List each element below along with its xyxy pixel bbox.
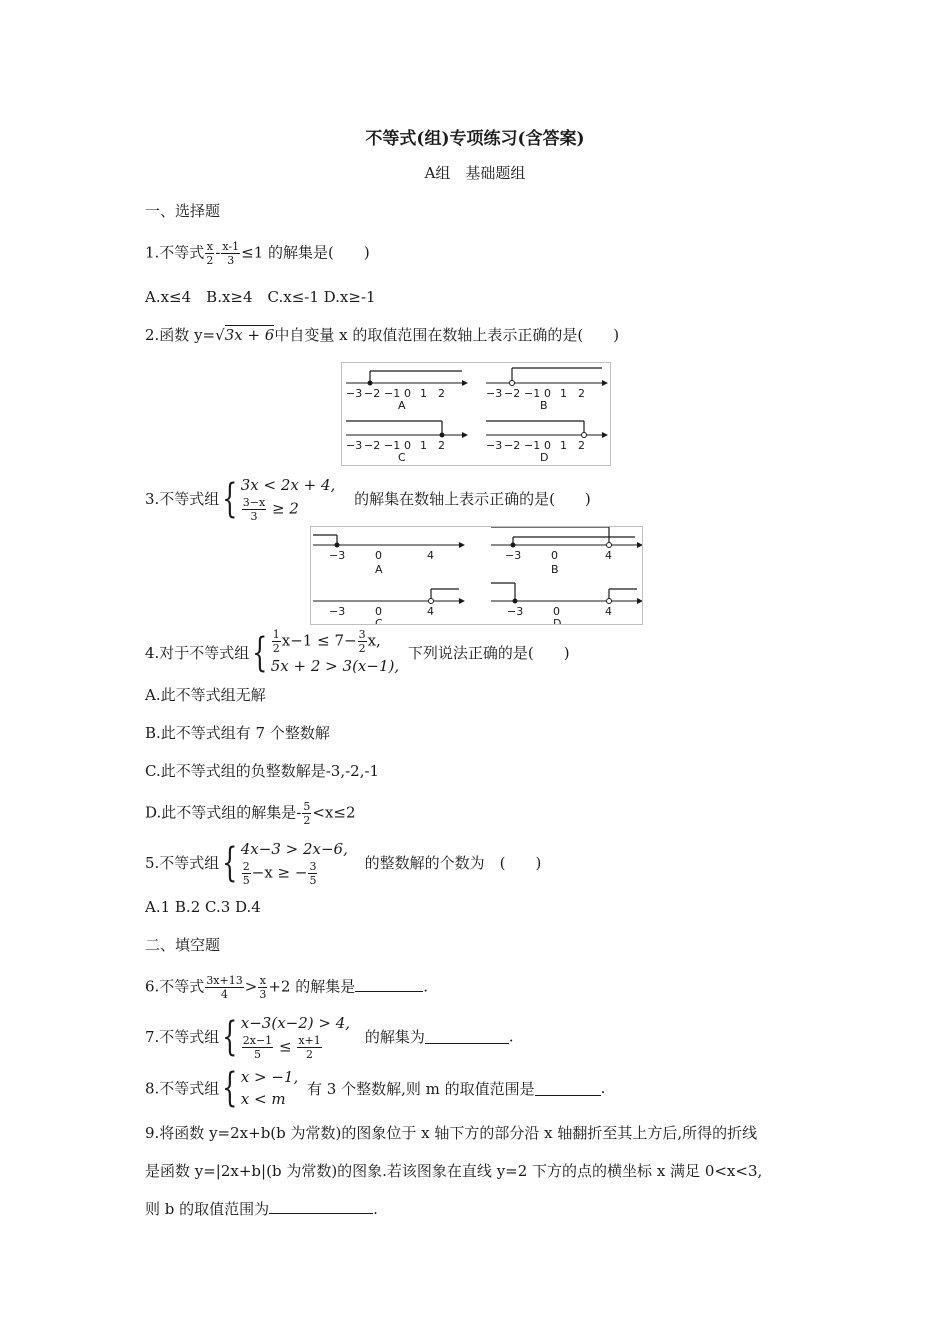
svg-text:−2: −2 [504,439,521,452]
system-brace: { [222,1013,238,1060]
system-brace: { [222,1065,238,1111]
number-line-c [346,421,468,464]
question-1 [145,240,370,267]
question-9-line-1: 9.将函数 y=2x+b(b 为常数)的图象位于 x 轴下方的部分沿 x 轴翻折至其上方后,所得的折线 [145,1124,758,1142]
q5-system: 4x−3 > 2x−6, $\frac{2}{5}$ −x ≥ − $\frac{3}{5}$ [240,840,348,887]
q3-prefix: 3.不等式组 [145,490,220,508]
q1-suffix: ≤1 的解集是( ) [241,243,370,262]
label-d: D [540,451,549,464]
svg-text:−3: −3 [346,439,363,452]
question-9-line-3: 则 b 的取值范围为 . [145,1200,378,1218]
number-line-b [486,368,608,412]
svg-text:1: 1 [420,439,427,452]
section-subtitle: A组 基础题组 [424,164,526,182]
q1-minus: - [215,243,221,262]
question-6: 6.不等式 $\frac{3x+13}{4}$ > $\frac{x}{3}$ +2 的解集是 . [145,974,428,1001]
number-line-a [313,535,465,576]
q2-prefix: 2.函数 y= [145,326,216,344]
number-line-a [346,371,468,412]
svg-text:−1: −1 [524,439,541,452]
section-heading-choice: 一、选择题 [145,202,221,220]
hollow-dot [582,433,587,438]
svg-text:0: 0 [404,387,411,400]
svg-text:4: 4 [605,549,612,562]
question-5-options: A.1 B.2 C.3 D.4 [145,898,261,916]
svg-text:−1: −1 [384,387,401,400]
answer-blank[interactable] [355,977,423,992]
question-1-options: A.x≤4 B.x≥4 C.x≤-1 D.x≥-1 [145,288,376,306]
svg-text:−3: −3 [329,549,346,562]
svg-text:−2: −2 [364,387,381,400]
label-c: C [398,451,406,464]
svg-text:0: 0 [544,439,551,452]
q4-option-c: C.此不等式组的负整数解是-3,-2,-1 [145,762,380,780]
label-b: B [540,399,548,412]
question-9-line-2: 是函数 y=|2x+b|(b 为常数)的图象.若该图象在直线 y=2 下方的点的横坐标 x 满足 0<x<3, [145,1162,763,1180]
q3-system: 3x < 2x + 4, $\frac{3-x}{3}$ ≥ 2 [240,476,336,523]
svg-text:2: 2 [578,387,585,400]
answer-blank[interactable] [269,1199,373,1214]
svg-text:0: 0 [404,439,411,452]
svg-text:0: 0 [544,387,551,400]
label-c: C [375,617,383,624]
q5-prefix: 5.不等式组 [145,854,220,872]
page-title: 不等式(组)专项练习(含答案) [365,129,585,149]
q4-system: $\frac{1}{2}$ x−1 ≤ 7− $\frac{3}{2}$ x, 5x + 2 > 3(x−1), [270,628,400,675]
question-7: 7.不等式组{ x−3(x−2) > 4, $\frac{2x-1}{5}$ ≤ $\frac{x+1}{2}$ 的解集为 . [145,1013,514,1061]
question-4 [145,628,570,677]
system-brace: { [222,839,238,886]
svg-text:−1: −1 [384,439,401,452]
svg-text:−3: −3 [486,387,503,400]
svg-text:−3: −3 [507,605,524,618]
q1-prefix: 1.不等式 [145,243,205,262]
system-brace: { [252,629,268,676]
q4-suffix: 下列说法正确的是( ) [407,644,570,662]
question-8: 8.不等式组{ x > −1, x < m 有 3 个整数解,则 m 的取值范围是 . [145,1065,606,1111]
label-b: B [551,563,559,576]
question-5 [145,838,541,887]
svg-text:0: 0 [375,549,382,562]
q2-number-line-figure [341,362,611,466]
solid-dot [440,433,445,438]
q1-fraction-1: $\frac{x}{2}$ [206,240,214,267]
sqrt-symbol: √ [215,326,225,344]
svg-text:2: 2 [578,439,585,452]
label-d: D [553,617,562,624]
svg-text:−3: −3 [346,387,363,400]
q1-fraction-2: $\frac{x-1}{3}$ [222,240,240,267]
svg-text:−2: −2 [504,387,521,400]
system-brace: { [222,475,238,522]
svg-text:1: 1 [560,439,567,452]
answer-blank[interactable] [535,1081,601,1096]
q4-option-b: B.此不等式组有 7 个整数解 [145,724,330,742]
question-2 [145,324,619,345]
number-line-d [486,421,608,464]
hollow-dot [510,381,515,386]
svg-text:2: 2 [438,439,445,452]
svg-text:−3: −3 [486,439,503,452]
q2-radicand: 3x + 6 [224,326,275,344]
svg-text:2: 2 [438,387,445,400]
section-heading-fill: 二、填空题 [145,936,221,954]
q4-prefix: 4.对于不等式组 [145,644,250,662]
svg-text:4: 4 [427,549,434,562]
svg-text:0: 0 [553,605,560,618]
svg-text:0: 0 [375,605,382,618]
svg-text:−2: −2 [364,439,381,452]
q4-option-a: A.此不等式组无解 [145,686,266,704]
svg-text:−1: −1 [524,387,541,400]
q8-system: x > −1, x < m [240,1068,299,1108]
svg-text:4: 4 [427,605,434,618]
number-line-d [491,583,642,624]
label-a: A [398,399,406,412]
svg-text:−3: −3 [505,549,522,562]
number-line-c [313,589,465,624]
solid-dot [368,381,373,386]
q7-system: x−3(x−2) > 4, $\frac{2x-1}{5}$ ≤ $\frac{x+1}{2}$ [240,1014,351,1061]
q2-number-line-svg [342,363,610,465]
answer-blank[interactable] [425,1029,509,1044]
q2-suffix: 中自变量 x 的取值范围在数轴上表示正确的是( ) [274,326,620,344]
question-3 [145,474,591,523]
svg-text:4: 4 [605,605,612,618]
label-a: A [375,563,383,576]
q3-number-line-svg [311,527,642,624]
number-line-b [491,527,642,576]
q5-suffix: 的整数解的个数为 ( ) [364,854,542,872]
svg-text:1: 1 [420,387,427,400]
q4-option-d: D.此不等式组的解集是- $\frac{5}{2}$ <x≤2 [145,800,356,827]
svg-text:1: 1 [560,387,567,400]
svg-text:−3: −3 [329,605,346,618]
q3-number-line-figure [310,526,643,625]
q3-suffix: 的解集在数轴上表示正确的是( ) [354,490,591,508]
svg-text:0: 0 [551,549,558,562]
